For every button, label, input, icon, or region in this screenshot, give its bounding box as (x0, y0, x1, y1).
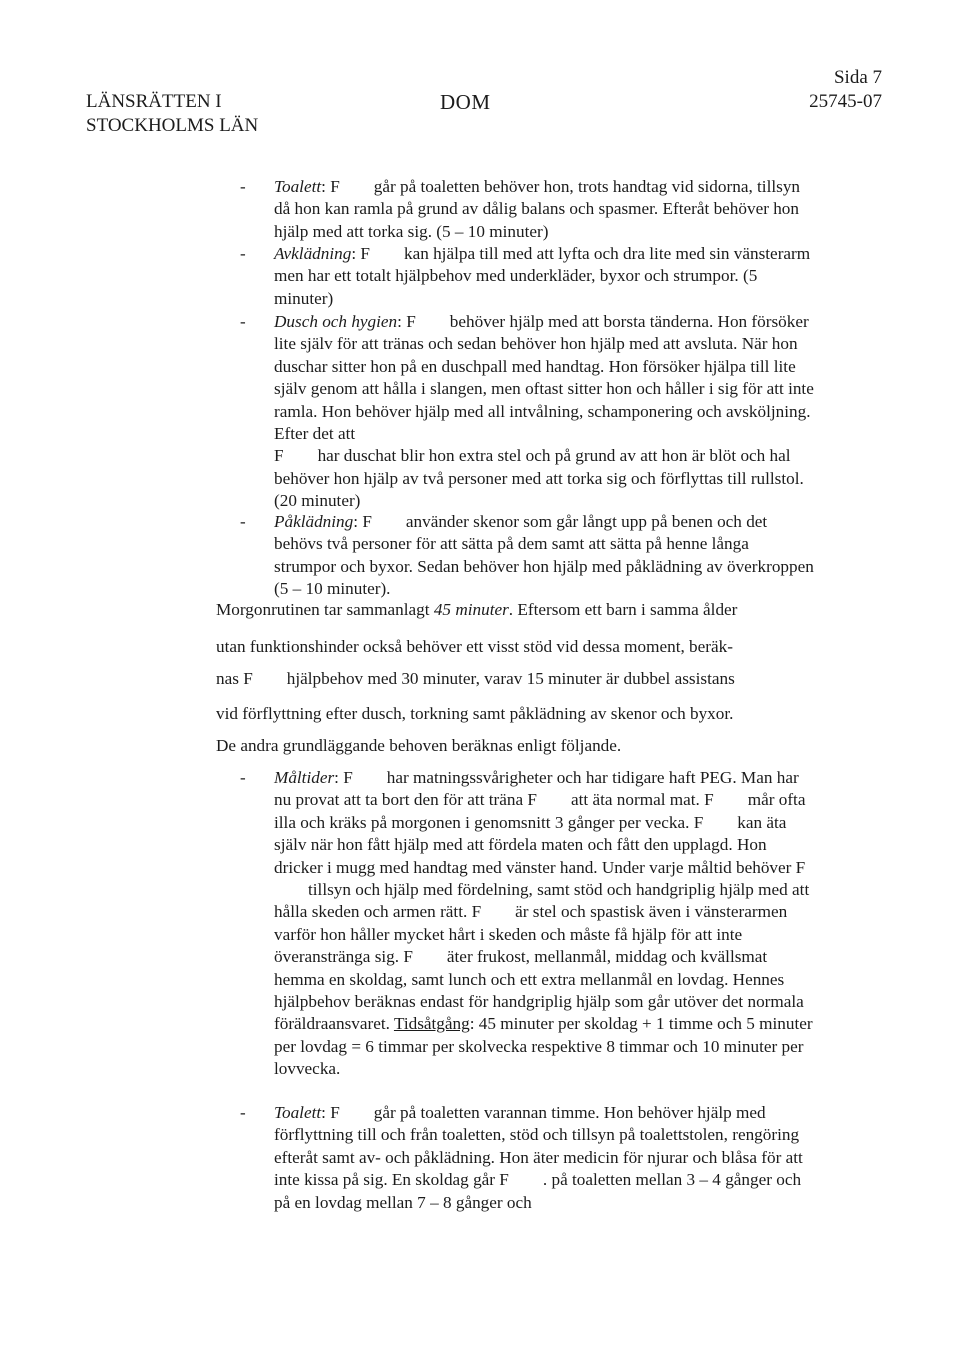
redacted-name: F (406, 312, 416, 331)
item-text: kan hjälpa till med att lyfta och dra lite med sin vänsterarm men har ett totalt hjälpbehov med underkläder, byxor och strumpor. (5 minuter) (274, 244, 811, 308)
item-term: Påklädning (274, 512, 354, 531)
underlined-text: Tidsåtgång (393, 1014, 470, 1034)
list-dash: - (240, 244, 246, 263)
text-run-italic: 45 minuter (433, 600, 509, 619)
item-text: har matningssvårigheter och har tidigare haft PEG. Man har nu provat att ta bort den för att träna F (274, 768, 799, 810)
list-item-maltider (274, 767, 814, 1081)
item-text: : 45 minuter per skoldag + 1 timme och 5 minuter per lovdag = 6 timmar per skolvecka respektive 8 timmar och 10 minuter per lovvecka. (274, 1014, 813, 1079)
item-text: mår ofta illa och kräks på morgonen i genomsnitt 3 gånger per vecka. F (274, 790, 806, 832)
list-dash: - (240, 312, 246, 331)
item-text: . på toaletten mellan 3 – 4 gånger och på en lovdag mellan 7 – 8 gånger och (274, 1170, 802, 1212)
list-dash: - (240, 177, 246, 196)
item-text: går på toaletten behöver hon, trots handtag vid sidorna, tillsyn då hon kan ramla på grund av dålig balans och spasmer. Efteråt behöver hon hjälp med att torka sig. (5 – 10 minuter) (274, 177, 801, 241)
item-sep: : (397, 312, 407, 331)
redacted-name: F (330, 1103, 340, 1122)
list-dash: - (240, 1103, 246, 1122)
text-run: . Eftersom ett barn i samma ålder (508, 600, 738, 619)
document-title: DOM (440, 90, 491, 114)
item-term: Dusch och hygien (274, 312, 398, 331)
item-text: behöver hjälp med att borsta tänderna. Hon försöker lite själv för att tränas och sedan behöver hon hjälp med att avsluta. När hon duschar sitter hon på en duschpall med handtag. Hon försöker hjälpa till lite själv genom att hålla i slangen, men oftast sitter hon och håller i sig för att inte ramla. Hon behöver hjälp med all intvålning, schamponering och avsköljning. Efter det att (274, 312, 814, 444)
list-item-toalett-2 (274, 1102, 814, 1214)
redacted-name: F (343, 768, 353, 787)
item-text: är stel och spastisk även i vänsterarmen varför hon håller mycket hårt i skeden och måste få hjälp för att inte överanstränga sig. F (274, 902, 788, 967)
item-text: går på toaletten varannan timme. Hon behöver hjälp med förflyttning till och från toaletten, stöd och tillsyn på toalettstolen, rengöring efteråt samt av- och påklädning. Hon äter medicin för njurar och blåsa för att inte kissa på sig. En skoldag går F (274, 1103, 803, 1190)
list-item-toalett (274, 176, 814, 243)
list-dash: - (240, 768, 246, 787)
item-text-continued: har duschat blir hon extra stel och på grund av att hon är blöt och hal behöver hon hjälp av två personer med att torka sig och förflyttas till rullstol. (20 minuter) (274, 446, 804, 511)
court-name (86, 90, 258, 138)
item-text: kan äta själv när hon fått hjälp med att fördela maten och fått den upplagd. Hon dricker i mugg med handtag med vänster hand. Under varje måltid behöver F (274, 812, 806, 877)
page-number: Sida 7 (833, 67, 882, 88)
paragraph-line: vid förflyttning efter dusch, torkning samt påklädning av skenor och byxor. (216, 704, 734, 723)
case-number: 25745-07 (809, 91, 882, 112)
text-run: nas F (216, 669, 253, 688)
item-term: Toalett (274, 177, 322, 196)
item-term: Toalett (274, 1103, 322, 1122)
redacted-name: F (330, 177, 340, 196)
item-text: att äta normal mat. F (570, 790, 714, 810)
item-sep: : (351, 244, 361, 263)
item-text: använder skenor som går långt upp på benen och det behövs två personer för att sätta på dem samt att sätta på henne långa strumpor och byxor. Sedan behöver hon hjälp med påklädning av överkroppen (5 – 10 minuter). (274, 512, 814, 599)
item-text: tillsyn och hjälp med fördelning, samt stöd och handgriplig hjälp med att hålla skeden och armen rätt. F (274, 880, 810, 922)
list-item-avkladning (274, 243, 814, 310)
text-run: hjälpbehov med 30 minuter, varav 15 minuter är dubbel assistans (286, 669, 735, 688)
item-text: äter frukost, mellanmål, middag och kvällsmat hemma en skoldag, samt lunch och ett extra mellanmål en lovdag. Hennes hjälpbehov beräknas endast för handgriplig hjälp som går utöver det normala föräldraansvaret. (274, 947, 804, 1034)
paragraph-line: utan funktionshinder också behöver ett visst stöd vid dessa moment, beräk- (216, 637, 733, 656)
item-term: Måltider (274, 768, 335, 787)
text-run: Morgonrutinen tar sammanlagt (216, 600, 434, 619)
list-item-dusch (274, 311, 814, 513)
court-name-line1: LÄNSRÄTTEN I (86, 91, 222, 112)
item-sep: : (353, 512, 363, 531)
list-dash: - (240, 512, 246, 531)
paragraph-line (216, 668, 735, 690)
court-name-line2: STOCKHOLMS LÄN (86, 115, 259, 136)
page-info (809, 66, 882, 114)
item-sep: : (334, 768, 344, 787)
list-item-paklaedning (274, 511, 814, 601)
paragraph-line (216, 599, 737, 621)
item-term: Avklädning (274, 244, 352, 263)
redacted-name: F (362, 512, 372, 531)
redacted-name: F (360, 244, 370, 263)
item-sep: : (321, 177, 331, 196)
redacted-name: F (274, 446, 284, 466)
item-sep: : (321, 1103, 331, 1122)
paragraph-line: De andra grundläggande behoven beräknas enligt följande. (216, 736, 622, 755)
